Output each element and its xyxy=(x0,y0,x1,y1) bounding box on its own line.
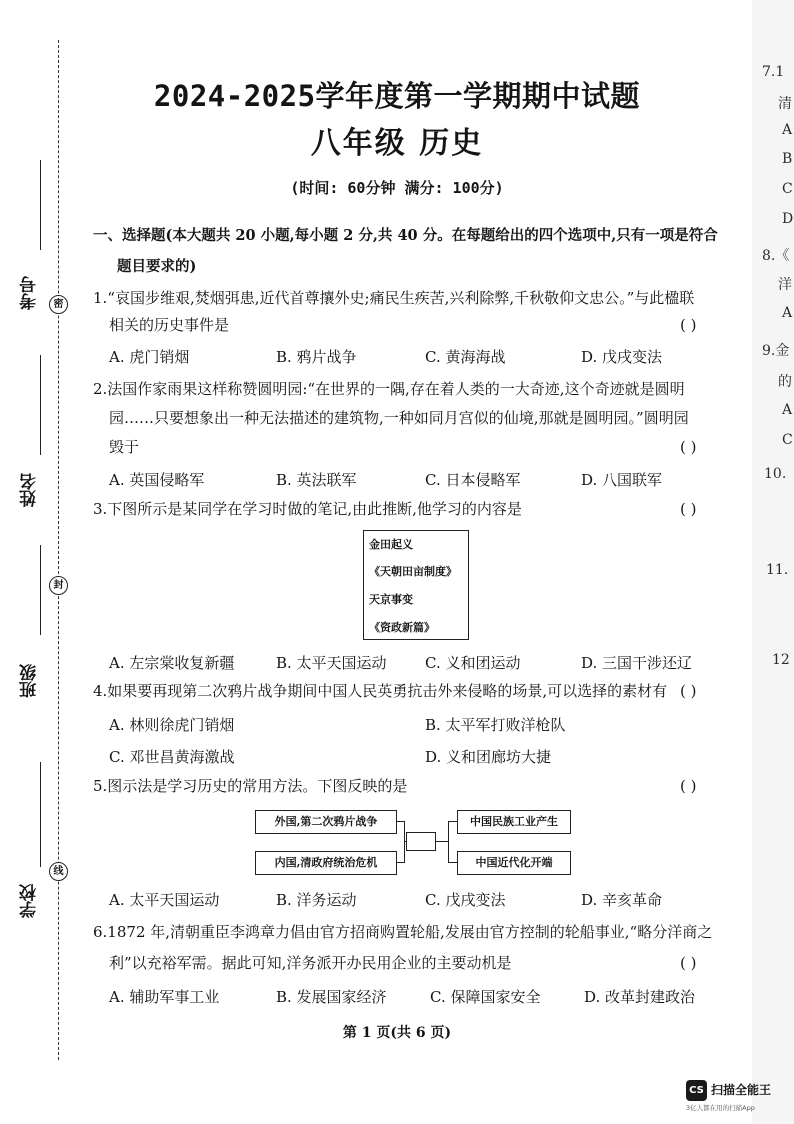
exam-title: 2024-2025学年度第一学期期中试题 xyxy=(153,79,641,113)
question-text: 利”以充裕军需。据此可知,洋务派开办民用企业的主要动机是 xyxy=(109,954,512,972)
option-a: A. 太平天国运动 xyxy=(109,891,220,909)
connector-line xyxy=(436,841,448,842)
watermark-tagline: 3亿人都在用的扫描App xyxy=(686,1104,755,1112)
note-item: 《天朝田亩制度》 xyxy=(369,565,457,578)
option-c: C. 保障国家安全 xyxy=(430,988,541,1006)
question-text: 5.图示法是学习历史的常用方法。下图反映的是 xyxy=(93,777,408,795)
edge-text: D xyxy=(782,211,794,227)
answer-parentheses: ( ) xyxy=(680,954,697,972)
note-item: 天京事变 xyxy=(369,593,413,606)
connector-line xyxy=(397,862,405,863)
option-b: B. 太平天国运动 xyxy=(276,654,387,672)
margin-label-class: 班级 xyxy=(20,664,40,698)
question-text: 3.下图所示是某同学在学习时做的笔记,由此推断,他学习的内容是 xyxy=(93,500,522,518)
connector-line xyxy=(448,862,457,863)
watermark-name: 扫描全能王 xyxy=(711,1083,772,1097)
edge-text: 清 xyxy=(778,96,792,112)
exam-subtitle: 八年级 历史 xyxy=(310,126,484,161)
edge-text: 11. xyxy=(766,562,789,578)
option-d: D. 改革封建政治 xyxy=(584,988,696,1006)
option-c: C. 邓世昌黄海激战 xyxy=(109,748,235,766)
option-d: D. 辛亥革命 xyxy=(581,891,663,909)
question-text: 毁于 xyxy=(109,438,140,456)
section-heading-line2: 题目要求的) xyxy=(117,258,197,275)
diagram-blank-box xyxy=(406,832,436,851)
seal-mi: 密 xyxy=(49,295,68,314)
option-b: B. 鸦片战争 xyxy=(276,348,357,366)
question-text: 1.“哀国步维艰,焚烟弭患,近代首尊攘外史;痛民生疾苦,兴利除弊,千秋敬仰文忠公。”与此楹联 xyxy=(93,289,695,307)
option-c: C. 日本侵略军 xyxy=(425,471,521,489)
name-blank xyxy=(40,355,41,455)
edge-text: 10. xyxy=(764,466,787,482)
option-a: A. 英国侵略军 xyxy=(109,471,205,489)
edge-text: A xyxy=(782,402,793,418)
option-a: A. 林则徐虎门销烟 xyxy=(109,716,235,734)
question-text: 相关的历史事件是 xyxy=(109,316,230,334)
edge-text: 12 xyxy=(772,652,790,668)
seal-xian: 线 xyxy=(49,862,68,881)
margin-label-school: 学校 xyxy=(20,884,40,918)
edge-text: 洋 xyxy=(778,277,792,293)
question-text: 2.法国作家雨果这样称赞圆明园:“在世界的一隅,存在着人类的一大奇迹,这个奇迹就是圆明 xyxy=(93,380,685,398)
exam-meta: (时间: 60分钟 满分: 100分) xyxy=(290,179,504,197)
question-text: 6.1872 年,清朝重臣李鸿章力倡由官方招商购置轮船,发展由官方控制的轮船事业,“略分洋商之 xyxy=(93,923,713,941)
edge-text: C xyxy=(782,181,793,197)
note-item: 《资政新篇》 xyxy=(369,621,435,634)
question-text: 园……只要想象出一种无法描述的建筑物,一种如同月宫似的仙境,那就是圆明园。”圆明园 xyxy=(109,409,689,427)
connector-line xyxy=(448,821,449,862)
diagram-right-box: 中国民族工业产生 xyxy=(457,810,571,834)
diagram-left-box: 外国,第二次鸦片战争 xyxy=(255,810,397,834)
camscanner-logo-icon: CS xyxy=(686,1080,707,1101)
option-d: D. 八国联军 xyxy=(581,471,663,489)
edge-text: C xyxy=(782,432,793,448)
school-blank xyxy=(40,762,41,867)
next-page-edge xyxy=(752,0,794,1124)
page-number: 第 1 页(共 6 页) xyxy=(342,1025,452,1041)
edge-text: A xyxy=(782,305,793,321)
answer-parentheses: ( ) xyxy=(680,682,697,700)
seal-feng: 封 xyxy=(49,576,68,595)
margin-label-exam-number: 考号 xyxy=(20,276,40,310)
edge-text: B xyxy=(782,151,793,167)
exam-number-blank xyxy=(40,160,41,250)
option-b: B. 太平军打败洋枪队 xyxy=(425,716,566,734)
diagram-right-box: 中国近代化开端 xyxy=(457,851,571,875)
margin-label-name: 姓名 xyxy=(20,473,40,507)
option-a: A. 虎门销烟 xyxy=(109,348,190,366)
edge-text: 7.1 xyxy=(762,64,785,80)
edge-text: 8.《 xyxy=(762,248,790,264)
option-c: C. 戊戌变法 xyxy=(425,891,506,909)
option-b: B. 英法联军 xyxy=(276,471,357,489)
option-d: D. 戊戌变法 xyxy=(581,348,663,366)
class-blank xyxy=(40,545,41,635)
option-a: A. 辅助军事工业 xyxy=(109,988,220,1006)
edge-text: A xyxy=(782,122,793,138)
answer-parentheses: ( ) xyxy=(680,777,697,795)
edge-text: 9.金 xyxy=(762,343,790,359)
answer-parentheses: ( ) xyxy=(680,500,697,518)
option-c: C. 黄海海战 xyxy=(425,348,506,366)
option-a: A. 左宗棠收复新疆 xyxy=(109,654,235,672)
option-c: C. 义和团运动 xyxy=(425,654,521,672)
section-heading-line1: 一、选择题(本大题共 20 小题,每小题 2 分,共 40 分。在每题给出的四个选项中,只有一项是符合 xyxy=(93,227,718,244)
option-d: D. 义和团廊坊大捷 xyxy=(425,748,552,766)
study-notes-box xyxy=(363,530,469,640)
diagram-left-box: 内国,清政府统治危机 xyxy=(255,851,397,875)
connector-line xyxy=(448,821,457,822)
option-b: B. 洋务运动 xyxy=(276,891,357,909)
question-text: 4.如果要再现第二次鸦片战争期间中国人民英勇抗击外来侵略的场景,可以选择的素材有 xyxy=(93,682,668,700)
answer-parentheses: ( ) xyxy=(680,316,697,334)
option-b: B. 发展国家经济 xyxy=(276,988,387,1006)
note-item: 金田起义 xyxy=(369,538,413,551)
answer-parentheses: ( ) xyxy=(680,438,697,456)
edge-text: 的 xyxy=(778,374,792,390)
option-d: D. 三国干涉还辽 xyxy=(581,654,693,672)
